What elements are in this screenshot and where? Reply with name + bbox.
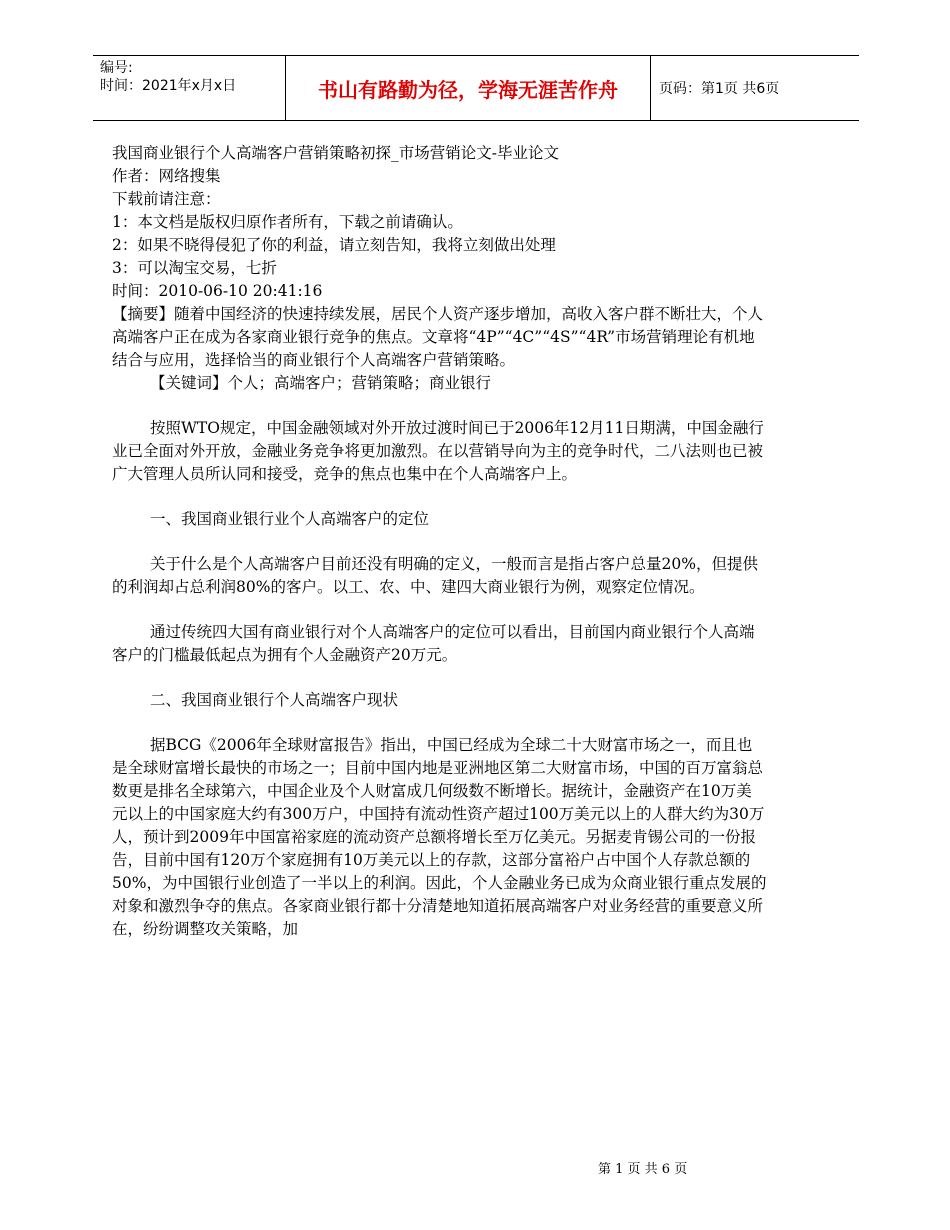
document-author: 作者：网络搜集 bbox=[112, 167, 221, 185]
header-motto: 书山有路勤为径，学海无涯苦作舟 bbox=[318, 77, 618, 102]
section-1-heading: 一、我国商业银行业个人高端客户的定位 bbox=[150, 510, 430, 528]
spacer bbox=[112, 599, 767, 621]
spacer bbox=[112, 712, 767, 734]
notice-item-1: 1：本文档是版权归原作者所有，下载之前请确认。 bbox=[112, 213, 463, 231]
spacer bbox=[112, 486, 767, 508]
header-motto-cell bbox=[285, 56, 651, 120]
spacer bbox=[112, 395, 767, 417]
section-1-paragraph-b: 通过传统四大国有商业银行对个人高端客户的定位可以看出，目前国内商业银行个人高端客户的门槛最低起点为拥有个人金融资产20万元。 bbox=[112, 623, 755, 664]
intro-paragraph: 按照WTO规定，中国金融领域对外开放过渡时间已于2006年12月11日期满，中国金融行业已全面对外开放，金融业务竞争将更加激烈。在以营销导向为主的竞争时代，二八法则也已被广大管理人员所认同和接受，竞争的焦点也集中在个人高端客户上。 bbox=[112, 419, 764, 483]
section-2-paragraph-a: 据BCG《2006年全球财富报告》指出，中国已经成为全球二十大财富市场之一，而且也是全球财富增长最快的市场之一；目前中国内地是亚洲地区第二大财富市场，中国的百万富翁总数更是排名全球第六，中国企业及个人财富成几何级数不断增长。据统计，金融资产在10万美元以上的中国家庭大约有300万户，中国持有流动性资产超过100万美元以上的人群大约为30万人，预计到2009年中国富裕家庭的流动资产总额将增长至万亿美元。另据麦肯锡公司的一份报告，目前中国有120万个家庭拥有10万美元以上的存款，这部分富裕户占中国个人存款总额的50%，为中国银行业创造了一半以上的利润。因此，个人金融业务已成为众商业银行重点发展的对象和激烈争夺的焦点。各家商业银行都十分清楚地知道拓展高端客户对业务经营的重要意义所在，纷纷调整攻关策略，加 bbox=[112, 736, 767, 938]
time-label: 时间：2021年x月x日 bbox=[100, 78, 237, 94]
page-footer: 第 1 页 共 6 页 bbox=[598, 1162, 688, 1177]
number-label: 编号: bbox=[100, 60, 133, 76]
section-2-heading: 二、我国商业银行个人高端客户现状 bbox=[150, 691, 399, 709]
notice-item-2: 2：如果不晓得侵犯了你的利益，请立刻告知，我将立刻做出处理 bbox=[112, 236, 556, 254]
keywords-paragraph: 【关键词】个人；高端客户；营销策略；商业银行 bbox=[150, 374, 492, 392]
spacer bbox=[112, 667, 767, 689]
notice-heading: 下载前请注意： bbox=[112, 190, 221, 208]
notice-item-3: 3：可以淘宝交易，七折 bbox=[112, 259, 277, 277]
header-page-info: 页码：第1页 共6页 bbox=[659, 81, 780, 97]
header-meta bbox=[93, 56, 285, 120]
abstract-paragraph: 【摘要】随着中国经济的快速持续发展，居民个人资产逐步增加，高收入客户群不断壮大，个人高端客户正在成为各家商业银行竞争的焦点。文章将“4P”“4C”“4S”“4R”市场营销理论有机地结合与应用，选择恰当的商业银行个人高端客户营销策略。 bbox=[112, 305, 764, 369]
document-timestamp: 时间：2010-06-10 20:41:16 bbox=[112, 282, 323, 300]
document-title: 我国商业银行个人高端客户营销策略初探_市场营销论文-毕业论文 bbox=[112, 144, 559, 162]
document-body bbox=[112, 142, 767, 941]
spacer bbox=[112, 531, 767, 553]
section-1-paragraph-a: 关于什么是个人高端客户目前还没有明确的定义，一般而言是指占客户总量20%，但提供的利润却占总利润80%的客户。以工、农、中、建四大商业银行为例，观察定位情况。 bbox=[112, 555, 758, 596]
header-table bbox=[93, 55, 859, 121]
